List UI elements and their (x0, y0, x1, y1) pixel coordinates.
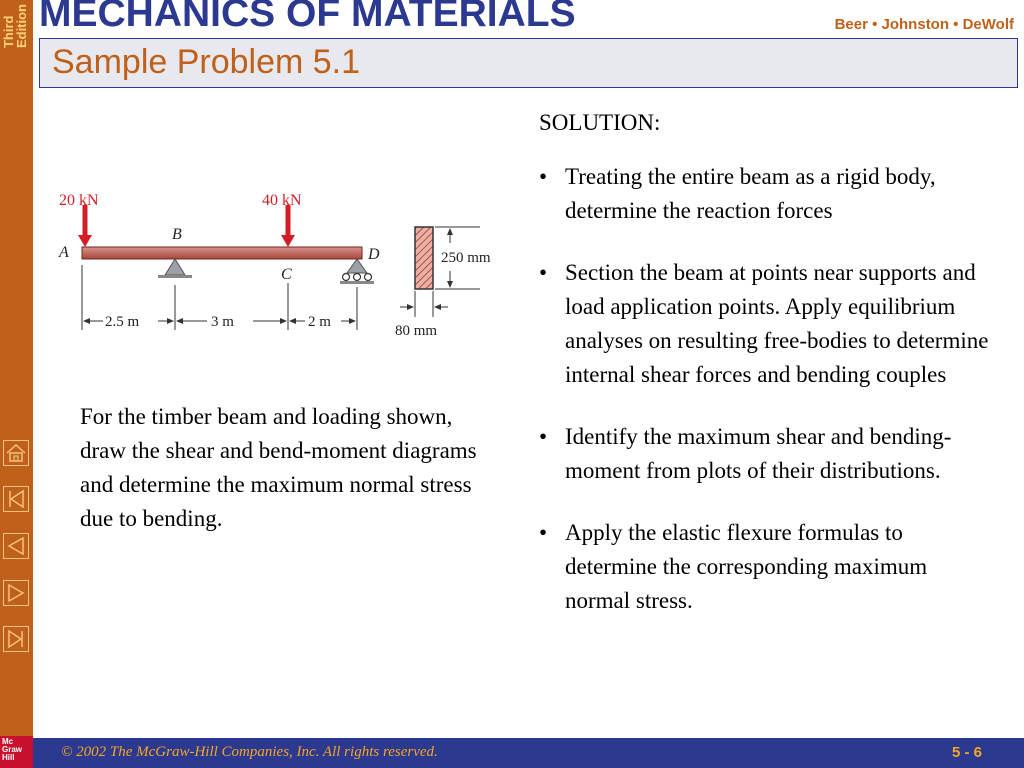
point-label-d: D (368, 246, 380, 263)
load-label-40kn: 40 kN (262, 192, 302, 209)
load-label-20kn: 20 kN (59, 192, 99, 209)
edition-line-2: Edition (14, 4, 29, 49)
pin-support-b (158, 259, 192, 278)
solution-step-text: Apply the elastic flexure formulas to determine the corresponding maximum normal stress. (565, 520, 928, 613)
section-width: 80 mm (395, 323, 438, 339)
next-page-icon (4, 581, 28, 605)
publisher-line-1: Mc (2, 737, 14, 746)
solution-step (539, 160, 989, 228)
page-number: 5 - 6 (951, 744, 982, 761)
bullet-icon: • (539, 260, 548, 285)
solution-step-text: Identify the maximum shear and bending-moment from plots of their distributions. (565, 424, 952, 483)
authors: Beer • Johnston • DeWolf (834, 16, 1014, 33)
load-arrow-c (281, 205, 295, 247)
previous-page-icon (4, 534, 28, 558)
first-page-icon (4, 487, 28, 511)
copyright: © 2002 The McGraw-Hill Companies, Inc. All rights reserved. (61, 744, 438, 760)
load-arrow-a (78, 205, 92, 247)
beam-cross-section (415, 227, 433, 289)
point-label-b: B (172, 226, 182, 243)
previous-page-button[interactable] (3, 533, 29, 559)
solution-step (539, 420, 989, 488)
point-label-c: C (281, 266, 292, 283)
dimension-cd: 2 m (308, 314, 331, 330)
last-page-icon (4, 627, 28, 651)
dimension-bc: 3 m (211, 314, 234, 330)
course-title: MECHANICS OF MATERIALS (39, 0, 576, 35)
publisher-line-3: Hill (2, 753, 15, 762)
subtitle-band (39, 38, 1018, 88)
solution-step (539, 256, 989, 392)
sidebar (0, 0, 33, 768)
edition-line-1: Third (1, 15, 16, 49)
publisher-line-2: Graw (2, 745, 23, 754)
solution-steps (539, 160, 989, 646)
last-page-button[interactable] (3, 626, 29, 652)
publisher-logo (0, 736, 33, 768)
slide-title: Sample Problem 5.1 (52, 43, 361, 81)
problem-statement: For the timber beam and loading shown, draw the shear and bend-moment diagrams and determine the maximum normal stress due to bending. (80, 404, 477, 531)
home-button[interactable] (3, 440, 29, 466)
beam (82, 247, 362, 259)
point-label-a: A (59, 244, 69, 261)
bullet-icon: • (539, 424, 548, 449)
next-page-button[interactable] (3, 580, 29, 606)
header (33, 0, 1024, 92)
solution-step-text: Treating the entire beam as a rigid body, determine the reaction forces (565, 164, 936, 223)
solution-step-text: Section the beam at points near supports and load application points. Apply equilibrium analyses on resulting free-bodies to determine internal shear forces and bending couples (565, 260, 989, 387)
section-dimension-lines (400, 227, 480, 317)
footer (33, 738, 1024, 768)
first-page-button[interactable] (3, 486, 29, 512)
home-icon (4, 441, 28, 465)
solution-step (539, 516, 989, 618)
bullet-icon: • (539, 520, 548, 545)
section-height: 250 mm (441, 250, 491, 266)
bullet-icon: • (539, 164, 548, 189)
edition-label (0, 0, 33, 62)
beam-diagram (55, 185, 525, 345)
solution-label: SOLUTION: (539, 110, 661, 135)
dimension-ab: 2.5 m (105, 314, 140, 330)
